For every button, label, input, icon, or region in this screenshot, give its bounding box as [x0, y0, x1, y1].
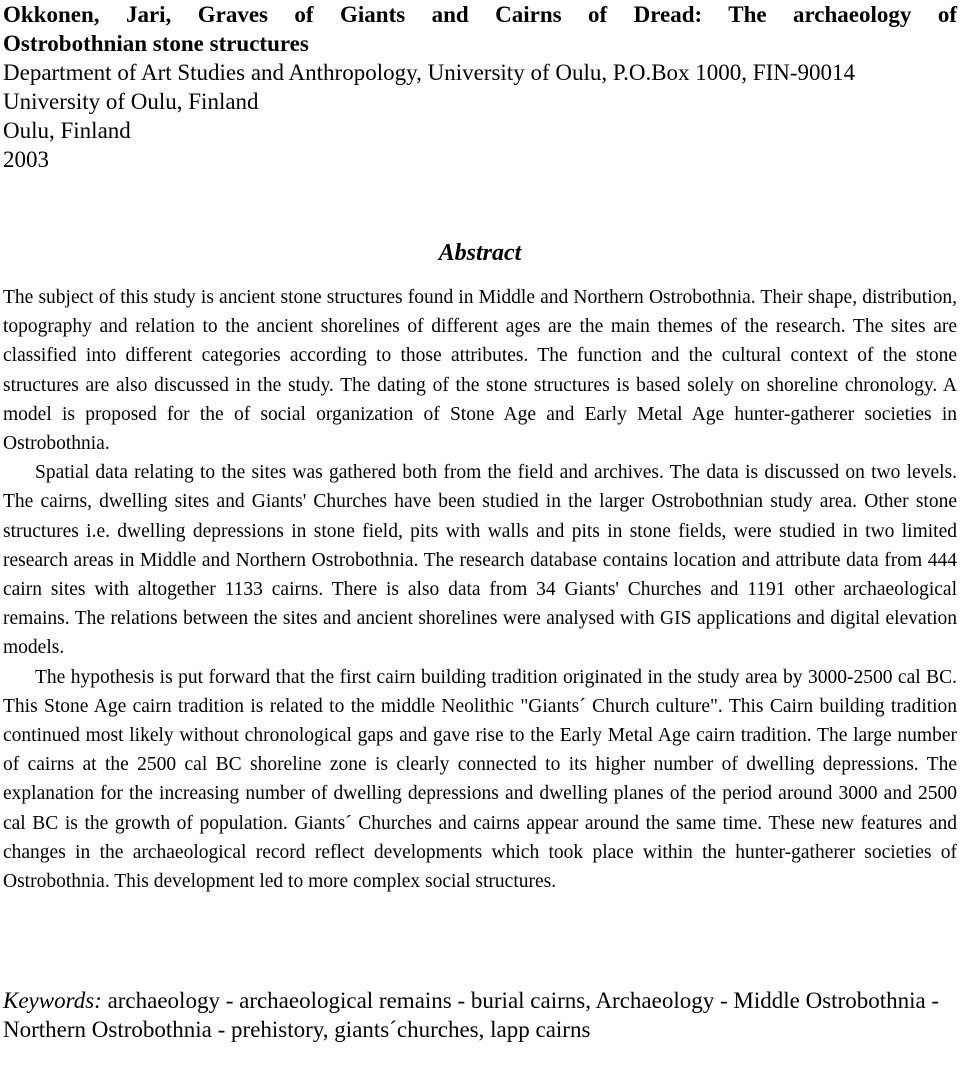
university-name: University of Oulu, Finland	[3, 89, 259, 114]
city-name: Oulu, Finland	[3, 118, 131, 143]
keywords-section	[3, 986, 957, 1044]
department-address: Department of Art Studies and Anthropology, University of Oulu, P.O.Box 1000, FIN-90014	[3, 60, 856, 85]
title-line-2: Ostrobothnian stone structures	[3, 31, 309, 56]
abstract-paragraph-1: The subject of this study is ancient stone structures found in Middle and Northern Ostrobothnia. Their shape, distribution, topography and relation to the ancient shorelines of different ages are the main themes of the research. The sites are classified into different categories according to those attributes. The function and the cultural context of the stone structures are also discussed in the study. The dating of the stone structures is based solely on shoreline chronology. A model is proposed for the of social organization of Stone Age and Early Metal Age hunter-gatherer societies in Ostrobothnia.	[3, 287, 957, 455]
abstract-paragraph-3: The hypothesis is put forward that the first cairn building tradition originated in the study area by 3000-2500 cal BC. This Stone Age cairn tradition is related to the middle Neolithic "Giants´ Church culture". This Cairn building tradition continued most likely without chronological gaps and gave rise to the Early Metal Age cairn tradition. The large number of cairns at the 2500 cal BC shoreline zone is clearly connected to its higher number of dwelling depressions. The explanation for the increasing number of dwelling depressions and dwelling planes of the period around 3000 and 2500 cal BC is the growth of population. Giants´ Churches and cairns appear around the same time. These new features and changes in the archaeological record reflect developments which took place within the hunter-gatherer societies of Ostrobothnia. This development led to more complex social structures.	[3, 666, 957, 893]
document-title	[3, 0, 957, 58]
title-line-1: Okkonen, Jari, Graves of Giants and Cairns of Dread: The archaeology of	[3, 2, 957, 27]
document-header	[3, 0, 957, 174]
keywords-text: archaeology - archaeological remains - burial cairns, Archaeology - Middle Ostrobothnia - Northern Ostrobothnia - prehistory, giants´churches, lapp cairns	[3, 988, 940, 1042]
document-page	[3, 0, 957, 1042]
publication-year: 2003	[3, 147, 49, 172]
abstract-paragraph-2: Spatial data relating to the sites was gathered both from the field and archives. The data is discussed on two levels. The cairns, dwelling sites and Giants' Churches have been studied in the larger Ostrobothnian study area. Other stone structures i.e. dwelling depressions in stone field, pits with walls and pits in stone fields, were studied in two limited research areas in Middle and Northern Ostrobothnia. The research database contains location and attribute data from 444 cairn sites with altogether 1133 cairns. There is also data from 34 Giants' Churches and 1191 other archaeological remains. The relations between the sites and ancient shorelines were analysed with GIS applications and digital elevation models.	[3, 462, 957, 659]
abstract-body	[3, 283, 957, 896]
keywords-label: Keywords:	[3, 988, 102, 1013]
abstract-heading: Abstract	[438, 240, 522, 266]
